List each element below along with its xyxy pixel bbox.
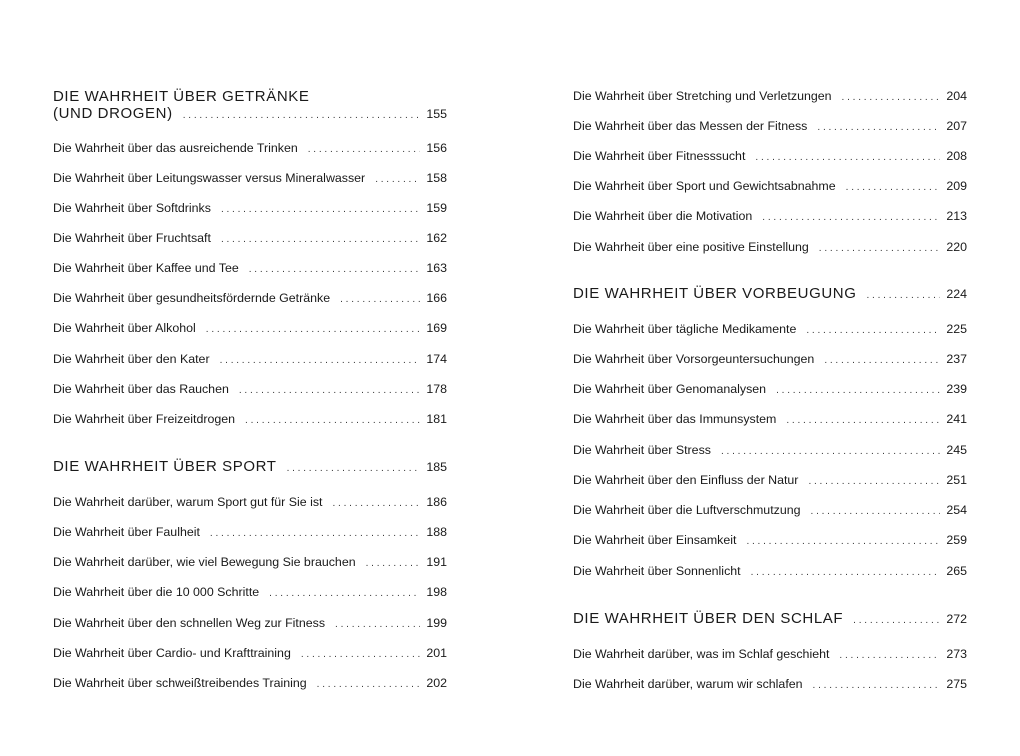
- toc-entry[interactable]: [53, 291, 447, 307]
- dot-leader: [811, 505, 941, 519]
- toc-entry[interactable]: [573, 382, 967, 398]
- entry-title: Die Wahrheit über Genomanalysen: [573, 382, 767, 396]
- toc-entry[interactable]: [573, 503, 967, 519]
- page-number: 204: [946, 89, 967, 103]
- page-number: 159: [426, 201, 447, 215]
- dot-leader: [375, 173, 420, 187]
- dot-leader: [340, 293, 420, 307]
- entry-title: Die Wahrheit über Sonnenlicht: [573, 564, 741, 578]
- toc-entry[interactable]: [573, 564, 967, 580]
- page-number: 213: [946, 209, 967, 223]
- dot-leader: [776, 384, 940, 398]
- entry-title: Die Wahrheit über die Motivation: [573, 209, 753, 223]
- entry-title: Die Wahrheit über Stretching und Verletzungen: [573, 89, 832, 103]
- toc-entry[interactable]: [573, 412, 967, 428]
- toc-entry[interactable]: [53, 321, 447, 337]
- dot-leader: [721, 445, 940, 459]
- dot-leader: [301, 648, 420, 662]
- toc-entry[interactable]: [53, 525, 447, 541]
- entry-title: Die Wahrheit über das Rauchen: [53, 382, 229, 396]
- dot-leader: [819, 242, 941, 256]
- entry-title: Die Wahrheit über Fruchtsaft: [53, 231, 211, 245]
- page-number: 166: [426, 291, 447, 305]
- toc-entry[interactable]: [573, 179, 967, 195]
- toc-entry[interactable]: [573, 677, 967, 693]
- dot-leader: [308, 143, 421, 157]
- toc-entry[interactable]: [573, 443, 967, 459]
- page-number: 275: [946, 677, 967, 691]
- page-number: 251: [946, 473, 967, 487]
- section-heading-cont: (UND DROGEN): [53, 105, 173, 122]
- dot-leader: [853, 614, 940, 628]
- dot-leader: [239, 384, 420, 398]
- page-number: 272: [946, 612, 967, 626]
- toc-entry[interactable]: [573, 473, 967, 489]
- dot-leader: [221, 233, 420, 247]
- dot-leader: [221, 203, 420, 217]
- dot-leader: [269, 587, 420, 601]
- toc-entry[interactable]: [573, 149, 967, 165]
- page-number: 155: [426, 107, 447, 121]
- entry-title: Die Wahrheit über den Einfluss der Natur: [573, 473, 799, 487]
- toc-entry[interactable]: [53, 495, 447, 511]
- page-number: 202: [426, 676, 447, 690]
- dot-leader: [245, 414, 420, 428]
- dot-leader: [817, 121, 940, 135]
- toc-entry[interactable]: [573, 533, 967, 549]
- page-number: 209: [946, 179, 967, 193]
- entry-title: Die Wahrheit über Sport und Gewichtsabnahme: [573, 179, 836, 193]
- page-number: 259: [946, 533, 967, 547]
- entry-title: Die Wahrheit über Vorsorgeuntersuchungen: [573, 352, 815, 366]
- page-number: 239: [946, 382, 967, 396]
- dot-leader: [366, 557, 421, 571]
- page-number: 224: [946, 287, 967, 301]
- entry-title: Die Wahrheit über Fitnesssucht: [573, 149, 746, 163]
- page-number: 207: [946, 119, 967, 133]
- toc-entry[interactable]: [573, 647, 967, 663]
- dot-leader: [210, 527, 420, 541]
- page-number: 169: [426, 321, 447, 335]
- page-number: 156: [426, 141, 447, 155]
- dot-leader: [762, 211, 940, 225]
- entry-title: Die Wahrheit über den schnellen Weg zur Fitness: [53, 616, 326, 630]
- page-number: 254: [946, 503, 967, 517]
- entry-title: Die Wahrheit über Leitungswasser versus Mineralwasser: [53, 171, 366, 185]
- dot-leader: [220, 354, 421, 368]
- dot-leader: [287, 462, 421, 476]
- toc-entry[interactable]: [53, 201, 447, 217]
- page-number: 198: [426, 585, 447, 599]
- page-number: 186: [426, 495, 447, 509]
- page-number: 273: [946, 647, 967, 661]
- toc-entry[interactable]: [573, 352, 967, 368]
- toc-entry[interactable]: [53, 585, 447, 601]
- dot-leader: [867, 289, 941, 303]
- entry-title: Die Wahrheit über Alkohol: [53, 321, 196, 335]
- toc-entry[interactable]: [53, 171, 447, 187]
- entry-title: Die Wahrheit über Faulheit: [53, 525, 200, 539]
- entry-title: Die Wahrheit über tägliche Medikamente: [573, 322, 797, 336]
- dot-leader: [839, 649, 940, 663]
- dot-leader: [813, 679, 941, 693]
- toc-entry[interactable]: [53, 412, 447, 428]
- dot-leader: [755, 151, 940, 165]
- entry-title: Die Wahrheit über Freizeitdrogen: [53, 412, 236, 426]
- entry-title: Die Wahrheit darüber, was im Schlaf geschieht: [573, 647, 830, 661]
- entry-title: Die Wahrheit über eine positive Einstellung: [573, 240, 809, 254]
- page-number: 163: [426, 261, 447, 275]
- dot-leader: [746, 535, 940, 549]
- page-number: 174: [426, 352, 447, 366]
- entry-title: Die Wahrheit über das Immunsystem: [573, 412, 777, 426]
- entry-title: Die Wahrheit über Cardio- und Krafttraining: [53, 646, 291, 660]
- dot-leader: [183, 109, 421, 123]
- dot-leader: [317, 678, 421, 692]
- dot-leader: [786, 414, 940, 428]
- toc-heading-row[interactable]: [573, 612, 967, 628]
- toc-entry[interactable]: [53, 555, 447, 571]
- toc-entry[interactable]: [53, 231, 447, 247]
- entry-title: Die Wahrheit darüber, wie viel Bewegung Sie brauchen: [53, 555, 356, 569]
- section-heading: DIE WAHRHEIT ÜBER VORBEUGUNG: [573, 285, 857, 302]
- page-number: 199: [426, 616, 447, 630]
- entry-title: Die Wahrheit über die 10 000 Schritte: [53, 585, 260, 599]
- page-number: 208: [946, 149, 967, 163]
- toc-entry[interactable]: [573, 209, 967, 225]
- dot-leader: [333, 497, 421, 511]
- page-number: 201: [426, 646, 447, 660]
- page-number: 225: [946, 322, 967, 336]
- page-number: 241: [946, 412, 967, 426]
- page-number: 188: [426, 525, 447, 539]
- dot-leader: [846, 181, 941, 195]
- toc-entry[interactable]: [573, 89, 967, 105]
- page-number: 162: [426, 231, 447, 245]
- toc-entry[interactable]: [573, 240, 967, 256]
- toc-entry[interactable]: [53, 382, 447, 398]
- dot-leader: [206, 323, 421, 337]
- dot-leader: [824, 354, 940, 368]
- page-number: 191: [426, 555, 447, 569]
- section-heading: DIE WAHRHEIT ÜBER SPORT: [53, 458, 277, 475]
- page-number: 265: [946, 564, 967, 578]
- page-number: 220: [946, 240, 967, 254]
- entry-title: Die Wahrheit über Kaffee und Tee: [53, 261, 239, 275]
- dot-leader: [842, 91, 941, 105]
- dot-leader: [335, 618, 420, 632]
- toc-heading-row[interactable]: [53, 460, 447, 476]
- toc-entry[interactable]: [573, 119, 967, 135]
- entry-title: Die Wahrheit über die Luftverschmutzung: [573, 503, 801, 517]
- page-number: 245: [946, 443, 967, 457]
- entry-title: Die Wahrheit darüber, warum wir schlafen: [573, 677, 803, 691]
- entry-title: Die Wahrheit darüber, warum Sport gut für Sie ist: [53, 495, 323, 509]
- toc-heading-row[interactable]: [53, 107, 447, 123]
- dot-leader: [806, 324, 940, 338]
- toc-entry[interactable]: [53, 646, 447, 662]
- toc-entry[interactable]: [53, 676, 447, 692]
- dot-leader: [751, 566, 941, 580]
- dot-leader: [249, 263, 421, 277]
- page-number: 185: [426, 460, 447, 474]
- toc-entry[interactable]: [53, 141, 447, 157]
- entry-title: Die Wahrheit über Einsamkeit: [573, 533, 737, 547]
- entry-title: Die Wahrheit über das Messen der Fitness: [573, 119, 808, 133]
- entry-title: Die Wahrheit über den Kater: [53, 352, 210, 366]
- entry-title: Die Wahrheit über schweißtreibendes Training: [53, 676, 307, 690]
- entry-title: Die Wahrheit über Softdrinks: [53, 201, 211, 215]
- page-number: 178: [426, 382, 447, 396]
- entry-title: Die Wahrheit über gesundheitsfördernde Getränke: [53, 291, 331, 305]
- page-number: 181: [426, 412, 447, 426]
- page-number: 158: [426, 171, 447, 185]
- page-number: 237: [946, 352, 967, 366]
- toc-heading-row[interactable]: [573, 287, 967, 303]
- toc-entry[interactable]: [573, 322, 967, 338]
- section-heading: DIE WAHRHEIT ÜBER DEN SCHLAF: [573, 610, 844, 627]
- section-heading: DIE WAHRHEIT ÜBER GETRÄNKE: [53, 88, 310, 105]
- toc-entry[interactable]: [53, 352, 447, 368]
- entry-title: Die Wahrheit über das ausreichende Trinken: [53, 141, 298, 155]
- entry-title: Die Wahrheit über Stress: [573, 443, 711, 457]
- toc-entry[interactable]: [53, 261, 447, 277]
- toc-entry[interactable]: [53, 616, 447, 632]
- dot-leader: [808, 475, 940, 489]
